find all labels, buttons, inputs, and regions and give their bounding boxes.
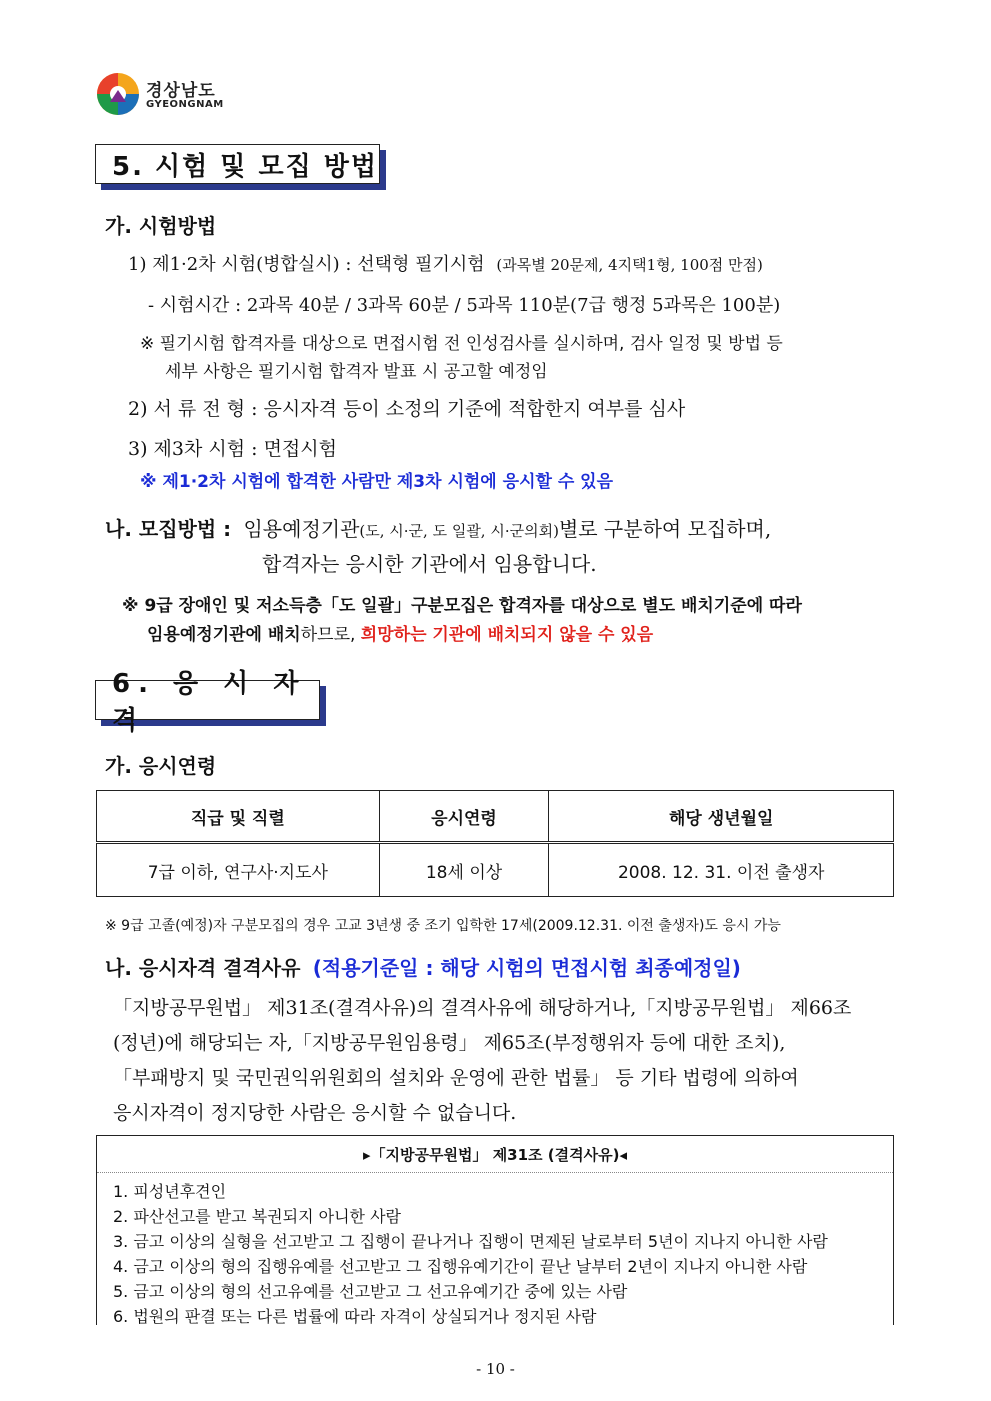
list-item: 1. 피성년후견인	[113, 1182, 227, 1201]
list-item: 3. 금고 이상의 실형을 선고받고 그 집행이 끝나거나 집행이 면제된 날로부터 5년이 지나지 아니한 사람	[113, 1232, 828, 1251]
age-table-cell: 7급 이하, 연구사·지도사	[97, 843, 380, 897]
recruit-text-a: 임용예정기관	[243, 517, 360, 541]
list-item: 2. 파산선고를 받고 복권되지 아니한 사람	[113, 1207, 401, 1226]
age-table	[96, 790, 894, 897]
page-number	[0, 1360, 991, 1378]
logo-name-en: GYEONGNAM	[146, 99, 224, 110]
recruit-text-c: 별로 구분하여 모집하며,	[558, 517, 772, 541]
age-footnote: ※ 9급 고졸(예정)자 구분모집의 경우 고교 3년생 중 조기 입학한 17세(2009.12.31. 이전 출생자)도 응시 가능	[105, 918, 781, 934]
exam-item1	[128, 250, 763, 276]
disqualification-box-title: ▸「지방공무원법」 제31조 (결격사유)◂	[97, 1136, 893, 1173]
table-row	[97, 843, 894, 897]
disq-para-line4: 응시자격이 정지당한 사람은 응시할 수 없습니다.	[113, 1102, 517, 1124]
section6-na-heading: 나. 응시자격 결격사유	[105, 956, 301, 980]
recruit-note-plain: 하므로,	[300, 625, 361, 645]
age-table-cell: 2008. 12. 31. 이전 출생자	[549, 843, 894, 897]
section6-ga-heading: 가. 응시연령	[105, 754, 217, 778]
page-number-text: - 10 -	[476, 1360, 515, 1378]
section5-title: 5. 시험 및 모집 방법	[95, 144, 380, 184]
recruit-note-line2	[147, 620, 653, 645]
section6-na-heading-line	[105, 952, 741, 981]
note2: ※ 제1·2차 시험에 합격한 사람만 제3차 시험에 응시할 수 있음	[140, 472, 614, 492]
exam-item2: 2) 서 류 전 형 : 응시자격 등이 소정의 기준에 적합한지 여부를 심사	[128, 398, 686, 420]
note1-line2: 세부 사항은 필기시험 합격자 발표 시 공고할 예정임	[165, 362, 548, 382]
age-table-header-cell: 직급 및 직렬	[97, 791, 380, 843]
recruit-text-b: (도, 시·군, 도 일괄, 시·군의회)	[359, 522, 559, 540]
section5-na-heading: 나. 모집방법 :	[105, 517, 232, 541]
disq-para-line3: 「부패방지 및 국민권익위원회의 설치와 운영에 관한 법률」 등 기타 법령에 의하여	[113, 1067, 799, 1089]
list-item: 4. 금고 이상의 형의 집행유예를 선고받고 그 집행유예기간이 끝난 날부터 2년이 지나지 아니한 사람	[113, 1257, 808, 1276]
disqualification-box	[96, 1135, 894, 1325]
gyeongnam-emblem-icon	[96, 72, 140, 116]
recruit-line1	[105, 513, 771, 542]
recruit-note-bold: 임용예정기관에 배치	[147, 625, 301, 645]
age-table-cell: 18세 이상	[379, 843, 549, 897]
list-item: 6. 법원의 판결 또는 다른 법률에 따라 자격이 상실되거나 정지된 사람	[113, 1307, 597, 1326]
age-table-header-cell: 응시연령	[379, 791, 549, 843]
logo-name-ko: 경상남도	[146, 81, 216, 101]
section6-na-heading-note: (적용기준일 : 해당 시험의 면접시험 최종예정일)	[312, 956, 741, 980]
exam-time: - 시험시간 : 2과목 40분 / 3과목 60분 / 5과목 110분(7급 행정 5과목은 100분)	[148, 295, 781, 316]
section5-ga-heading: 가. 시험방법	[105, 214, 217, 238]
section6-title: 6. 응 시 자 격	[95, 680, 320, 720]
disq-para-line1: 「지방공무원법」 제31조(결격사유)의 결격사유에 해당하거나,「지방공무원법」 제66조	[113, 997, 852, 1019]
recruit-note-red: 희망하는 기관에 배치되지 않을 수 있음	[360, 625, 654, 645]
exam-item3: 3) 제3차 시험 : 면접시험	[128, 438, 337, 460]
age-table-header	[97, 791, 894, 843]
recruit-note-line1: ※ 9급 장애인 및 저소득층「도 일괄」구분모집은 합격자를 대상으로 별도 배치기준에 따라	[122, 596, 802, 616]
note1-line1: ※ 필기시험 합격자를 대상으로 면접시험 전 인성검사를 실시하며, 검사 일정 및 방법 등	[140, 334, 783, 354]
list-item: 5. 금고 이상의 형의 선고유예를 선고받고 그 선고유예기간 중에 있는 사람	[113, 1282, 628, 1301]
exam-item1-note: (과목별 20문제, 4지택1형, 100점 만점)	[496, 256, 763, 274]
gyeongnam-logo	[96, 72, 226, 118]
disqualification-list	[97, 1173, 893, 1329]
disq-para-line2: (정년)에 해당되는 자,「지방공무원임용령」 제65조(부정행위자 등에 대한 조치),	[113, 1032, 786, 1054]
age-table-header-cell: 해당 생년월일	[549, 791, 894, 843]
exam-item1-main: 1) 제1·2차 시험(병합실시) : 선택형 필기시험	[128, 254, 485, 275]
recruit-line2: 합격자는 응시한 기관에서 임용합니다.	[262, 552, 597, 576]
